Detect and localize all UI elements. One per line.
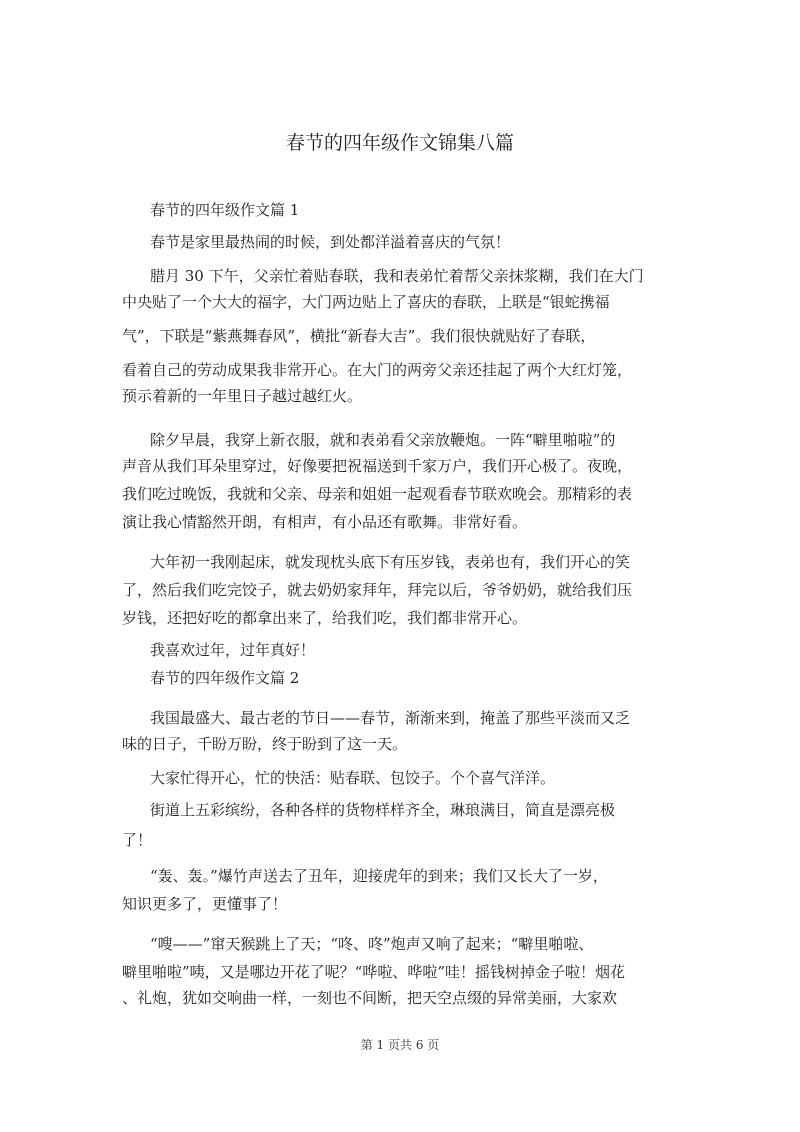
section-heading-2: 春节的四年级作文篇 2: [150, 669, 300, 687]
text-line: 噼里啪啦”咦，又是哪边开花了呢？“哗啦、哗啦”哇！摇钱树掉金子啦！烟花: [122, 963, 626, 981]
text-line: 除夕早晨，我穿上新衣服，就和表弟看父亲放鞭炮。一阵“噼里啪啦”的: [150, 431, 616, 449]
text-line: 春节是家里最热闹的时候，到处都洋溢着喜庆的气氛！: [150, 233, 511, 251]
text-line: “嗖——”窜天猴跳上了天；“咚、咚”炮声又响了起来；“噼里啪啦、: [150, 935, 594, 953]
text-line: 了，然后我们吃完饺子，就去奶奶家拜年，拜完以后，爷爷奶奶，就给我们压: [122, 581, 633, 599]
text-line: 声音从我们耳朵里穿过，好像要把祝福送到千家万户，我们开心极了。夜晚，: [122, 457, 633, 475]
text-line: “轰、轰。”爆竹声送去了丑年，迎接虎年的到来；我们又长大了一岁，: [150, 867, 608, 885]
text-line: 大年初一我刚起床，就发现枕头底下有压岁钱，表弟也有，我们开心的笑: [150, 553, 631, 571]
text-line: 腊月 30 下午，父亲忙着贴春联，我和表弟忙着帮父亲抹浆糊，我们在大门: [150, 267, 644, 285]
text-line: 中央贴了一个大大的福字，大门两边贴上了喜庆的春联，上联是“银蛇携福: [122, 293, 610, 311]
text-line: 我国最盛大、最古老的节日——春节，渐渐来到，掩盖了那些平淡而又乏: [150, 709, 631, 727]
section-heading-1: 春节的四年级作文篇 1: [150, 201, 300, 219]
text-line: 知识更多了，更懂事了！: [122, 895, 288, 913]
text-line: 街道上五彩缤纷，各种各样的货物样样齐全，琳琅满目，简直是漂亮极: [150, 801, 616, 819]
text-line: 我们吃过晚饭，我就和父亲、母亲和姐姐一起观看春节联欢晚会。那精彩的表: [122, 485, 633, 503]
text-line: 演让我心情豁然开朗，有相声，有小品还有歌舞。非常好看。: [122, 513, 528, 531]
text-line: 味的日子，千盼万盼，终于盼到了这一天。: [122, 735, 408, 753]
text-line: 了！: [122, 831, 153, 849]
text-line: 气”，下联是“紫燕舞春风”，横批“新春大吉”。我们很快就贴好了春联，: [122, 327, 596, 345]
text-line: 、礼炮，犹如交响曲一样，一刻也不间断，把天空点缀的异常美丽，大家欢: [122, 989, 618, 1007]
text-line: 我喜欢过年，过年真好！: [150, 641, 316, 659]
document-title: 春节的四年级作文锦集八篇: [285, 132, 514, 154]
text-line: 看着自己的劳动成果我非常开心。在大门的两旁父亲还挂起了两个大红灯笼，: [122, 361, 633, 379]
text-line: 预示着新的一年里日子越过越红火。: [122, 387, 363, 405]
text-line: 大家忙得开心，忙的快活：贴春联、包饺子。个个喜气洋洋。: [150, 769, 556, 787]
page-number-footer: 第 1 页共 6 页: [360, 1038, 440, 1052]
text-line: 岁钱，还把好吃的都拿出来了，给我们吃，我们都非常开心。: [122, 609, 528, 627]
